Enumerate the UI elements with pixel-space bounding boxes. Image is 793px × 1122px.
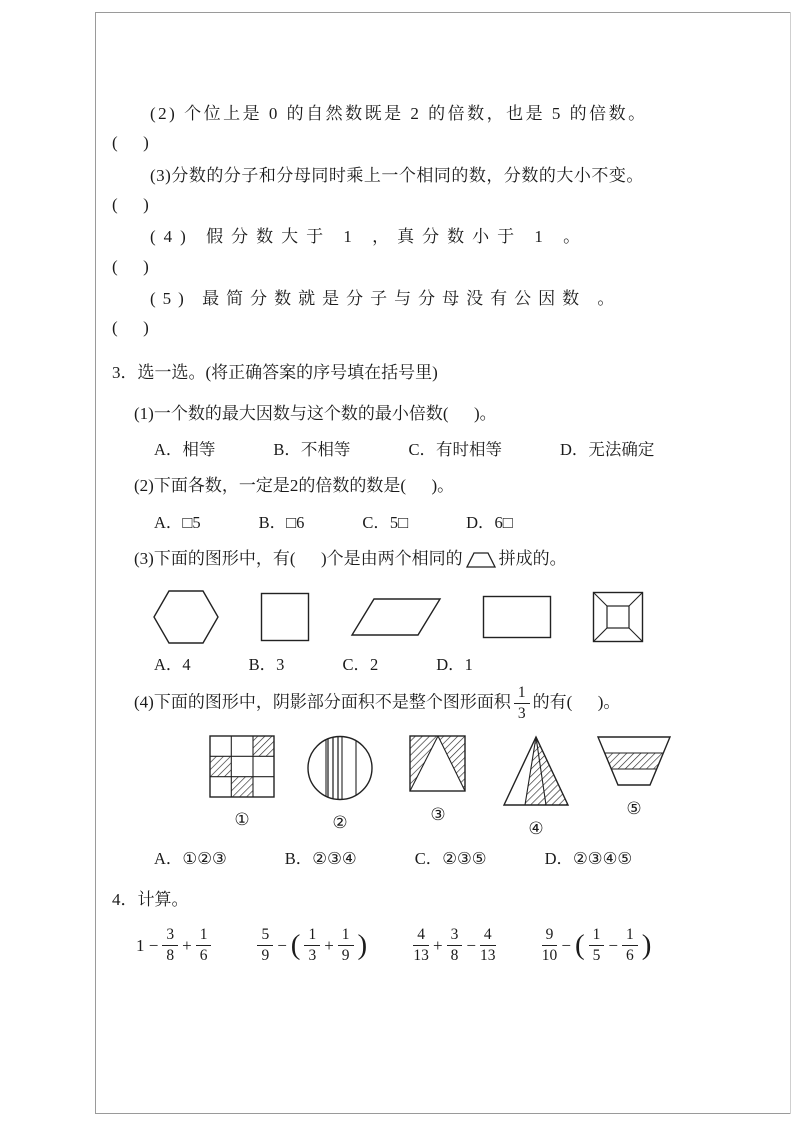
figure-5-label: ⑤ — [626, 798, 642, 819]
nested-square-shape — [592, 591, 644, 643]
figure-5 — [592, 735, 676, 839]
rectangle-shape — [482, 595, 552, 639]
q4-figures — [112, 735, 694, 839]
judge-statement-3: (3)分数的分子和分母同时乘上一个相同的数，分数的大小不变。 — [150, 165, 644, 185]
judge-item — [112, 98, 694, 157]
figure-4 — [494, 735, 578, 839]
q1-option-b: B．不相等 — [273, 440, 351, 460]
figure-1 — [200, 735, 284, 839]
q1-option-c: C．有时相等 — [408, 440, 502, 460]
fraction: $\frac{1}{6}$ — [622, 927, 638, 965]
choice-q2-options — [112, 509, 694, 533]
operator-text: + — [324, 935, 334, 955]
q3-text-before: (3)下面的图形中，有( )个是由两个相同的 — [134, 548, 463, 568]
parenthesis: ( — [290, 929, 301, 962]
parenthesis: ) — [357, 929, 368, 962]
judge-statement-2: (2) 个位上是 0 的自然数既是 2 的倍数，也是 5 的倍数。 — [150, 104, 648, 123]
banded-trapezoid-figure — [595, 735, 673, 787]
q2-option-b: B．□6 — [258, 512, 305, 532]
page-border-bottom-line — [95, 1113, 791, 1114]
choice-q1-options — [112, 436, 694, 460]
q4-option-a: A．①②③ — [154, 848, 227, 868]
section-4-title: 4．计算。 — [112, 889, 189, 909]
operator-text: 1 − — [136, 935, 159, 955]
q1-option-a: A．相等 — [154, 440, 216, 460]
calc-expressions — [112, 927, 694, 965]
fraction: $\frac{1}{6}$ — [196, 927, 212, 965]
q3-option-d: D．1 — [436, 654, 473, 674]
choice-q4-text — [112, 685, 694, 723]
square-with-triangles-figure — [409, 735, 467, 793]
judge-answer-blank-5: ( ) — [112, 318, 149, 338]
fraction: $\frac{3}{8}$ — [162, 927, 178, 965]
operator-text: − — [561, 935, 571, 955]
operator-text: − — [608, 935, 619, 955]
q1-option-d: D．无法确定 — [559, 440, 655, 460]
fraction: $\frac{4}{13}$ — [480, 926, 496, 965]
operator-text: − — [277, 935, 287, 955]
q4-option-c: C．②③⑤ — [414, 848, 487, 868]
q2-option-d: D．6□ — [466, 512, 513, 532]
choice-q2-text: (2)下面各数，一定是2的倍数的数是( )。 — [134, 476, 455, 496]
choice-q4-options — [112, 845, 694, 869]
calc-expression-2 — [257, 927, 367, 965]
one-third-fraction: $\frac{1}{3}$ — [514, 685, 530, 723]
calc-expression-4 — [542, 927, 652, 965]
fraction: $\frac{5}{9}$ — [257, 927, 273, 965]
figure-2-label: ② — [332, 812, 348, 833]
parenthesis: ( — [575, 929, 585, 962]
figure-3-label: ③ — [430, 804, 446, 825]
calc-expression-3 — [413, 927, 495, 965]
figure-2 — [298, 735, 382, 839]
q4-option-d: D．②③④⑤ — [544, 848, 633, 868]
q3-text-after: 拼成的。 — [498, 548, 567, 568]
q3-option-c: C．2 — [342, 654, 379, 674]
judge-item — [112, 160, 694, 219]
section-3-title: 3．选一选。(将正确答案的序号填在括号里) — [112, 362, 438, 382]
q4-text-after: 的有( )。 — [532, 692, 621, 712]
choice-q3-options — [112, 651, 694, 675]
operator-text: + — [432, 935, 443, 955]
figure-1-label: ① — [234, 809, 250, 830]
q4-option-b: B．②③④ — [284, 848, 357, 868]
judge-item — [112, 221, 694, 280]
q4-text-before: (4)下面的图形中，阴影部分面积不是整个图形面积 — [134, 692, 511, 712]
striped-circle-figure — [306, 735, 374, 801]
trapezoid-icon — [466, 552, 496, 568]
grid-square-figure — [209, 735, 275, 798]
q3-option-a: A．4 — [154, 654, 191, 674]
parallelogram-shape — [350, 597, 442, 637]
judge-item — [112, 283, 694, 342]
calc-expression-1 — [136, 927, 211, 965]
judge-answer-blank-4: ( ) — [112, 256, 149, 276]
figure-3 — [396, 735, 480, 839]
choice-q3-text — [112, 543, 694, 575]
page-border-right-line — [790, 12, 791, 1114]
fraction: $\frac{1}{3}$ — [304, 927, 320, 965]
judge-statement-5: (5) 最简分数就是分子与分母没有公因数 。 — [150, 288, 622, 308]
figure-4-label: ④ — [528, 818, 544, 839]
square-shape — [260, 592, 310, 642]
q2-option-a: A．□5 — [154, 512, 201, 532]
hexagon-shape — [152, 589, 220, 645]
page-border-top-line — [95, 12, 791, 13]
judge-statement-4: (4) 假分数大于 1 ，真分数小于 1 。 — [150, 227, 589, 247]
page-border-left-line — [95, 12, 96, 1114]
judge-answer-blank-2: ( ) — [112, 133, 149, 153]
q3-shapes — [112, 589, 694, 645]
fraction: $\frac{1}{5}$ — [589, 927, 605, 965]
fraction: $\frac{9}{10}$ — [541, 926, 558, 965]
parenthesis: ) — [641, 929, 652, 962]
triangle-with-cevians-figure — [501, 735, 571, 807]
q2-option-c: C．5□ — [362, 512, 409, 532]
fraction: $\frac{4}{13}$ — [413, 926, 429, 965]
q3-option-b: B．3 — [248, 654, 285, 674]
fraction: $\frac{1}{9}$ — [338, 927, 354, 965]
choice-q1-text: (1)一个数的最大因数与这个数的最小倍数( )。 — [134, 404, 497, 424]
operator-text: − — [466, 935, 476, 955]
judge-answer-blank-3: ( ) — [112, 195, 149, 215]
fraction: $\frac{3}{8}$ — [447, 927, 463, 965]
worksheet-content — [112, 98, 694, 965]
operator-text: + — [182, 935, 192, 955]
